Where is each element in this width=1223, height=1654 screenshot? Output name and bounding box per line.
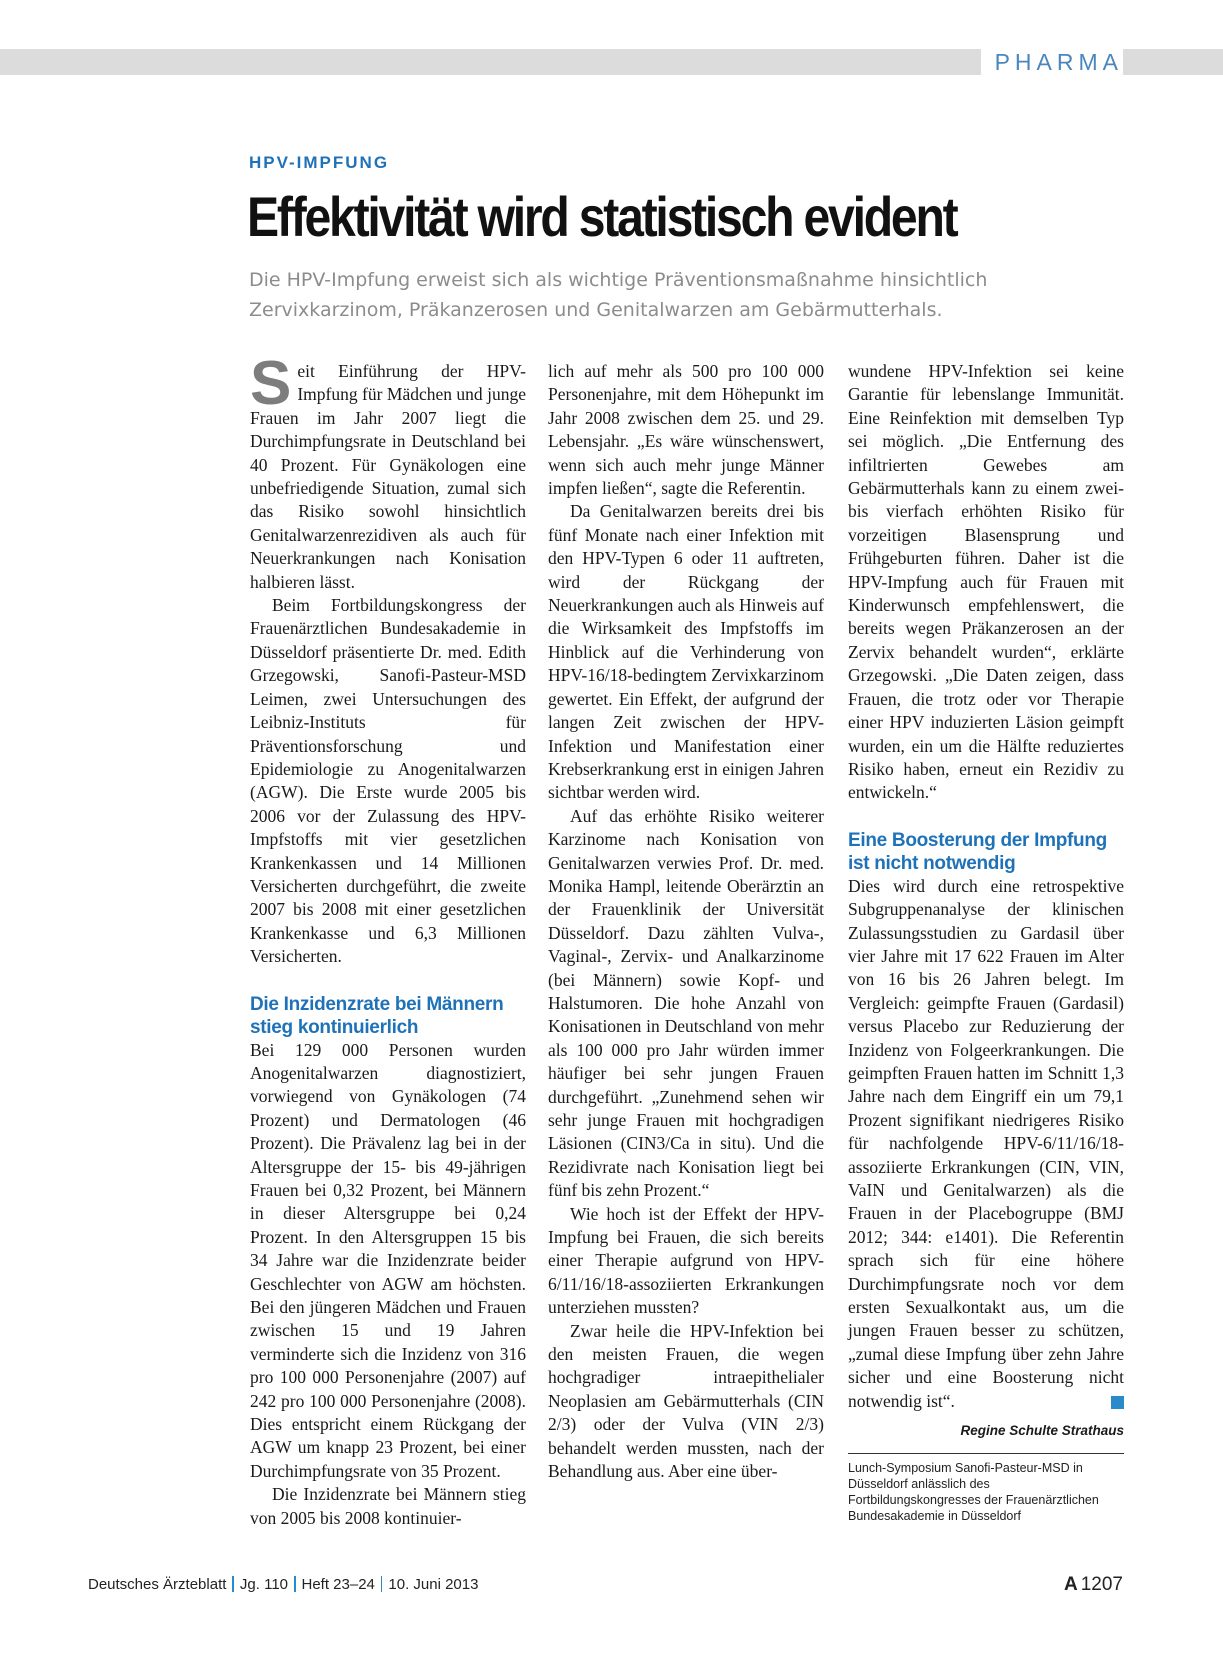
paragraph: Beim Fortbildungskongress der Frauenärztlichen Bundesakademie in Düsseldorf präsentierte Dr. med. Edith Grzegowski, Sanofi-Pasteur-MSD Leimen, zwei Untersuchungen des Leibniz-Instituts für Präventionsforschung und Epidemiologie zu Anogenitalwarzen (AGW). Die Erste wurde 2005 bis 2006 vor der Zulassung des HPV-Impfstoffs mit vier gesetzlichen Krankenkassen und 14 Millionen Versicherten durchgeführt, die zweite 2007 bis 2008 mit einer gesetzlichen Krankenkasse und 6,3 Millionen Versicherten.	[250, 595, 526, 967]
issue-date: 10. Juni 2013	[388, 1576, 479, 1593]
author-byline: Regine Schulte Strathaus	[960, 1423, 1124, 1439]
subheading: Die Inzidenzrate bei Männern stieg kontinuierlich	[250, 993, 504, 1038]
footnote: Lunch-Symposium Sanofi-Pasteur-MSD in Düsseldorf anlässlich des Fortbildungskongresses der Frauenärztlichen Bundesakademie in Düsseldorf	[848, 1453, 1124, 1524]
article-column-3	[848, 360, 1124, 1524]
paragraph: wundene HPV-Infektion sei keine Garantie für lebenslange Immunität. Eine Reinfektion mit demselben Typ sei möglich. „Die Entfernung des infiltrierten Gewebes am Gebärmutterhals kann zu einem zwei- bis vierfach erhöhten Risiko für vorzeitigen Blasensprung und Frühgeburten führen. Daher ist die HPV-Impfung auch für Frauen mit Kinderwunsch empfehlenswert, die bereits wegen Präkanzerosen an der Zervix behandelt wurden“, erklärte Grzegowski. „Die Daten zeigen, dass Frauen, die trotz oder vor Therapie einer HPV induzierten Läsion geimpft wurden, ein um die Hälfte reduziertes Risiko haben, erneut ein Rezidiv zu entwickeln.“	[848, 361, 1124, 803]
end-mark-icon	[1111, 1396, 1124, 1409]
paragraph-text: eit Einführung der HPV-Impfung für Mädchen und junge Frauen im Jahr 2007 liegt die Durchimpfungsrate in Deutschland bei 40 Prozent. Für Gynäkologen eine unbefriedigende Situation, zumal sich das Risiko sowohl hinsichtlich Genitalwarzenrezidiven als auch für Neuerkrankungen nach Konisation halbieren lässt.	[250, 361, 526, 592]
separator	[232, 1576, 234, 1592]
separator	[381, 1576, 383, 1592]
paragraph	[848, 875, 1124, 1413]
separator	[294, 1576, 296, 1592]
paragraph: Wie hoch ist der Effekt der HPV-Impfung bei Frauen, die sich bereits einer Therapie aufgrund von HPV-6/11/16/18-assoziierten Erkrankungen unterziehen mussten?	[548, 1203, 824, 1318]
issue: Heft 23–24	[301, 1576, 375, 1593]
paragraph-text: Dies wird durch eine retrospektive Subgruppenanalyse der klinischen Zulassungsstudien zu Gardasil über vier Jahre mit 17 622 Frauen im Alter von 16 bis 26 Jahren belegt. Im Vergleich: geimpfte Frauen (Gardasil) versus Placebo zur Reduzierung der Inzidenz von Folgeerkrankungen. Die geimpften Frauen hatten im Schnitt 1,3 Jahre nach dem Eingriff ein um 79,1 Prozent signifikant niedrigeres Risiko für nachfolgende HPV-6/11/16/18-assoziierte Erkrankungen (CIN, VIN, VaIN und Genitalwarzen) als die Frauen in der Placebogruppe (BMJ 2012; 344: e1401). Die Referentin sprach sich für eine höhere Durchimpfungsrate noch vor dem ersten Sexualkontakt aus, um die jungen Frauen besser zu schützen, „zumal diese Impfung über zehn Jahre sicher und eine Boosterung nicht notwendig ist“.	[848, 875, 1124, 1411]
paragraph	[250, 349, 526, 594]
paragraph: Die Inzidenzrate bei Männern stieg von 2005 bis 2008 kontinuier-	[250, 1484, 526, 1528]
article-title: Effektivität wird statistisch evident	[247, 185, 957, 248]
article-column-2	[548, 360, 824, 1484]
page-prefix: A	[1063, 1574, 1078, 1595]
article-kicker: HPV-IMPFUNG	[249, 153, 390, 172]
subheading: Eine Boosterung der Impfung ist nicht notwendig	[848, 829, 1107, 874]
article-column-1	[250, 349, 526, 1530]
paragraph: Da Genitalwarzen bereits drei bis fünf Monate nach einer Infektion mit den HPV-Typen 6 oder 11 auftreten, wird der Rückgang der Neuerkrankungen auch als Hinweis auf die Wirksamkeit des Impfstoffs im Hinblick auf die Verhinderung von HPV-16/18-bedingtem Zervixkarzinom gewertet. Ein Effekt, der aufgrund der langen Zeit zwischen der HPV-Infektion und Manifestation einer Krebserkrankung erst in einigen Jahren sichtbar werden wird.	[548, 501, 825, 803]
journal-name: Deutsches Ärzteblatt	[88, 1576, 227, 1593]
paragraph: Zwar heile die HPV-Infektion bei den meisten Frauen, die wegen hochgradiger intraepithelialer Neoplasien am Gebärmutterhals (CIN 2/3) oder der Vulva (VIN 2/3) behandelt werden mussten, nach der Behandlung aus. Aber eine über-	[548, 1320, 824, 1482]
volume: Jg. 110	[239, 1576, 288, 1593]
paragraph: Bei 129 000 Personen wurden Anogenitalwarzen diagnostiziert, vorwiegend von Gynäkologen (74 Prozent) und Dermatologen (46 Prozent). Die Prävalenz lag bei in der Altersgruppe der 15- bis 49-jährigen Frauen bei 0,32 Prozent, bei Männern in dieser Altersgruppe bei 0,24 Prozent. In den Altersgruppen 15 bis 34 Jahre war die Inzidenzrate beider Geschlechter von AGW am höchsten. Bei den jüngeren Mädchen und Frauen zwischen 15 und 19 Jahren verminderte sich die Inzidenz von 316 pro 100 000 Personenjahre (2007) auf 242 pro 100 000 Personenjahre (2008). Dies entspricht einem Rückgang der AGW um knapp 23 Prozent, bei einer Durchimpfungsrate von 35 Prozent.	[250, 1039, 526, 1481]
page-footer	[88, 1573, 1123, 1597]
drop-cap: S	[250, 349, 292, 418]
paragraph: Auf das erhöhte Risiko weiterer Karzinome nach Konisation von Genitalwarzen verwies Prof. Dr. med. Monika Hampl, leitende Oberärztin an der Frauenklinik der Universität Düsseldorf. Dazu zählten Vulva-, Vaginal-, Zervix- und Analkarzinome (bei Männern) sowie Kopf- und Halstumoren. Die hohe Anzahl von Konisationen in Deutschland von mehr als 100 000 pro Jahr würden immer häufiger bei sehr jungen Frauen durchgeführt. „Zunehmend sehen wir sehr junge Frauen mit hochgradigen Läsionen (CIN3/Ca in situ). Und die Rezidivrate nach Konisation liegt bei fünf bis zehn Prozent.“	[548, 805, 824, 1201]
page-number	[1064, 1573, 1123, 1597]
paragraph: lich auf mehr als 500 pro 100 000 Personenjahre, mit dem Höhepunkt im Jahr 2008 zwischen dem 25. und 29. Lebensjahr. „Es wäre wünschenswert, wenn sich auch mehr junge Männer impfen ließen“, sagte die Referentin.	[548, 361, 824, 499]
article-standfirst: Die HPV-Impfung erweist sich als wichtige Präventionsmaßnahme hinsichtlich Zervixkarzinom, Präkanzerosen und Genitalwarzen am Gebärmutterhals.	[249, 269, 988, 321]
section-label: PHARMA	[981, 49, 1123, 75]
page-number-value: 1207	[1080, 1574, 1123, 1595]
